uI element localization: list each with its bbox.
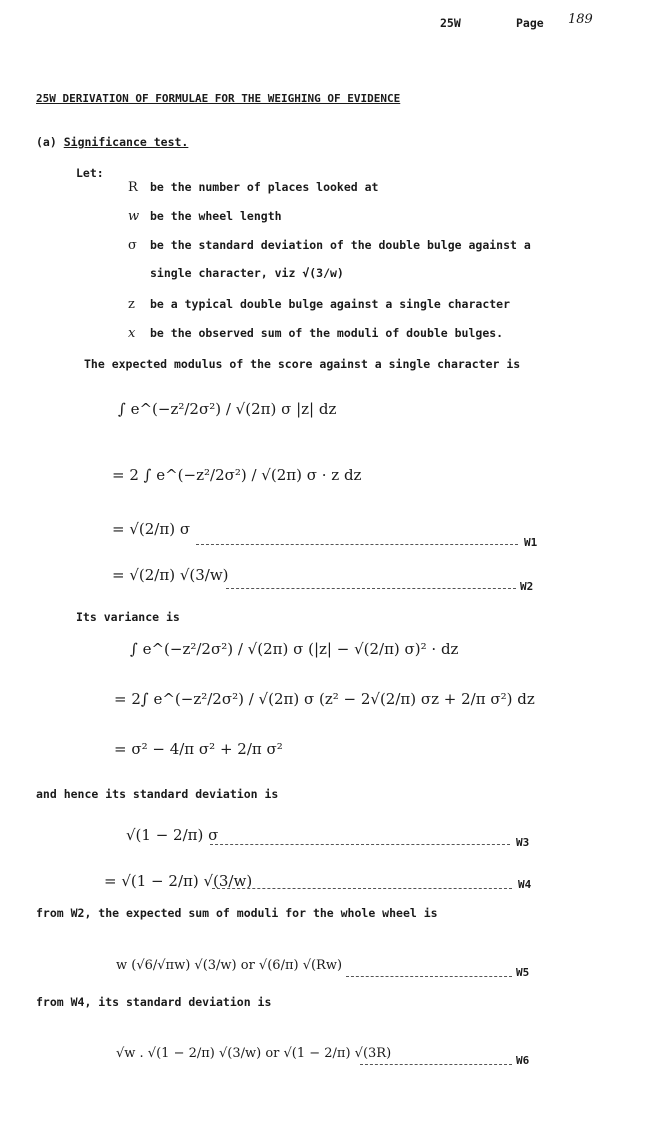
- equation-expected-4: = √(2/π) √(3/w): [112, 566, 229, 584]
- equation-std-dev-2: = √(1 − 2/π) √(3/w): [104, 872, 253, 890]
- equation-tag-w5: W5: [516, 966, 530, 979]
- from-w2-intro: from W2, the expected sum of moduli for the whole wheel is: [36, 906, 438, 920]
- equation-expected-1: ∫ e^(−z²/2σ²) / √(2π) σ |z| dz: [118, 400, 337, 418]
- leader-dots: [210, 844, 510, 845]
- equation-expected-3: = √(2/π) σ: [112, 520, 191, 538]
- equation-expected-2: = 2 ∫ e^(−z²/2σ²) / √(2π) σ · z dz: [112, 466, 362, 484]
- leader-dots: [196, 544, 518, 545]
- subsection-heading: [36, 135, 188, 149]
- definition-row: [128, 209, 282, 224]
- equation-tag-w2: W2: [520, 580, 534, 593]
- equation-variance-1: ∫ e^(−z²/2σ²) / √(2π) σ (|z| − √(2/π) σ)² · dz: [130, 640, 459, 658]
- definition-text: be a typical double bulge against a single character: [150, 297, 511, 311]
- expected-modulus-intro: The expected modulus of the score against a single character is: [84, 357, 521, 371]
- leader-dots: [226, 588, 516, 589]
- definition-text: single character, viz √(3/w): [150, 266, 344, 280]
- section-code: 25W: [440, 16, 461, 30]
- definition-row: [128, 326, 503, 341]
- page-number: 189: [568, 12, 593, 27]
- definition-symbol: w: [128, 209, 140, 224]
- page-label: Page: [516, 16, 544, 30]
- leader-dots: [346, 976, 512, 977]
- definition-symbol: R: [128, 180, 138, 195]
- equation-tag-w6: W6: [516, 1054, 530, 1067]
- definition-text: be the wheel length: [150, 209, 282, 223]
- definition-row: [128, 266, 344, 280]
- definition-text: be the number of places looked at: [150, 180, 379, 194]
- definition-row: [128, 297, 510, 312]
- equation-tag-w1: W1: [524, 536, 538, 549]
- document-title: 25W DERIVATION OF FORMULAE FOR THE WEIGHING OF EVIDENCE: [36, 92, 401, 105]
- std-dev-intro: and hence its standard deviation is: [36, 787, 279, 801]
- definition-text: be the observed sum of the moduli of double bulges.: [150, 326, 504, 340]
- equation-expected-sum: w (√6/√πw) √(3/w) or √(6/π) √(Rw): [116, 958, 343, 973]
- equation-sum-std-dev: √w . √(1 − 2/π) √(3/w) or √(1 − 2/π) √(3R): [116, 1046, 392, 1061]
- equation-std-dev-1: √(1 − 2/π) σ: [126, 826, 219, 844]
- equation-variance-2: = 2∫ e^(−z²/2σ²) / √(2π) σ (z² − 2√(2/π) σz + 2/π σ²) dz: [114, 690, 535, 708]
- let-label: Let:: [76, 166, 104, 180]
- definition-row: [128, 238, 531, 253]
- leader-dots: [360, 1064, 512, 1065]
- definition-text: be the standard deviation of the double bulge against a: [150, 238, 531, 252]
- subsection-label: Significance test.: [63, 135, 189, 149]
- leader-dots: [212, 888, 512, 889]
- equation-tag-w4: W4: [518, 878, 532, 891]
- subsection-marker: (a): [36, 135, 57, 149]
- definition-row: [128, 180, 378, 195]
- equation-variance-3: = σ² − 4/π σ² + 2/π σ²: [114, 740, 283, 758]
- equation-tag-w3: W3: [516, 836, 530, 849]
- variance-intro: Its variance is: [76, 610, 180, 624]
- definition-symbol: z: [128, 297, 135, 312]
- definition-symbol: x: [128, 326, 136, 341]
- definition-symbol: σ: [128, 238, 137, 253]
- from-w4-intro: from W4, its standard deviation is: [36, 995, 272, 1009]
